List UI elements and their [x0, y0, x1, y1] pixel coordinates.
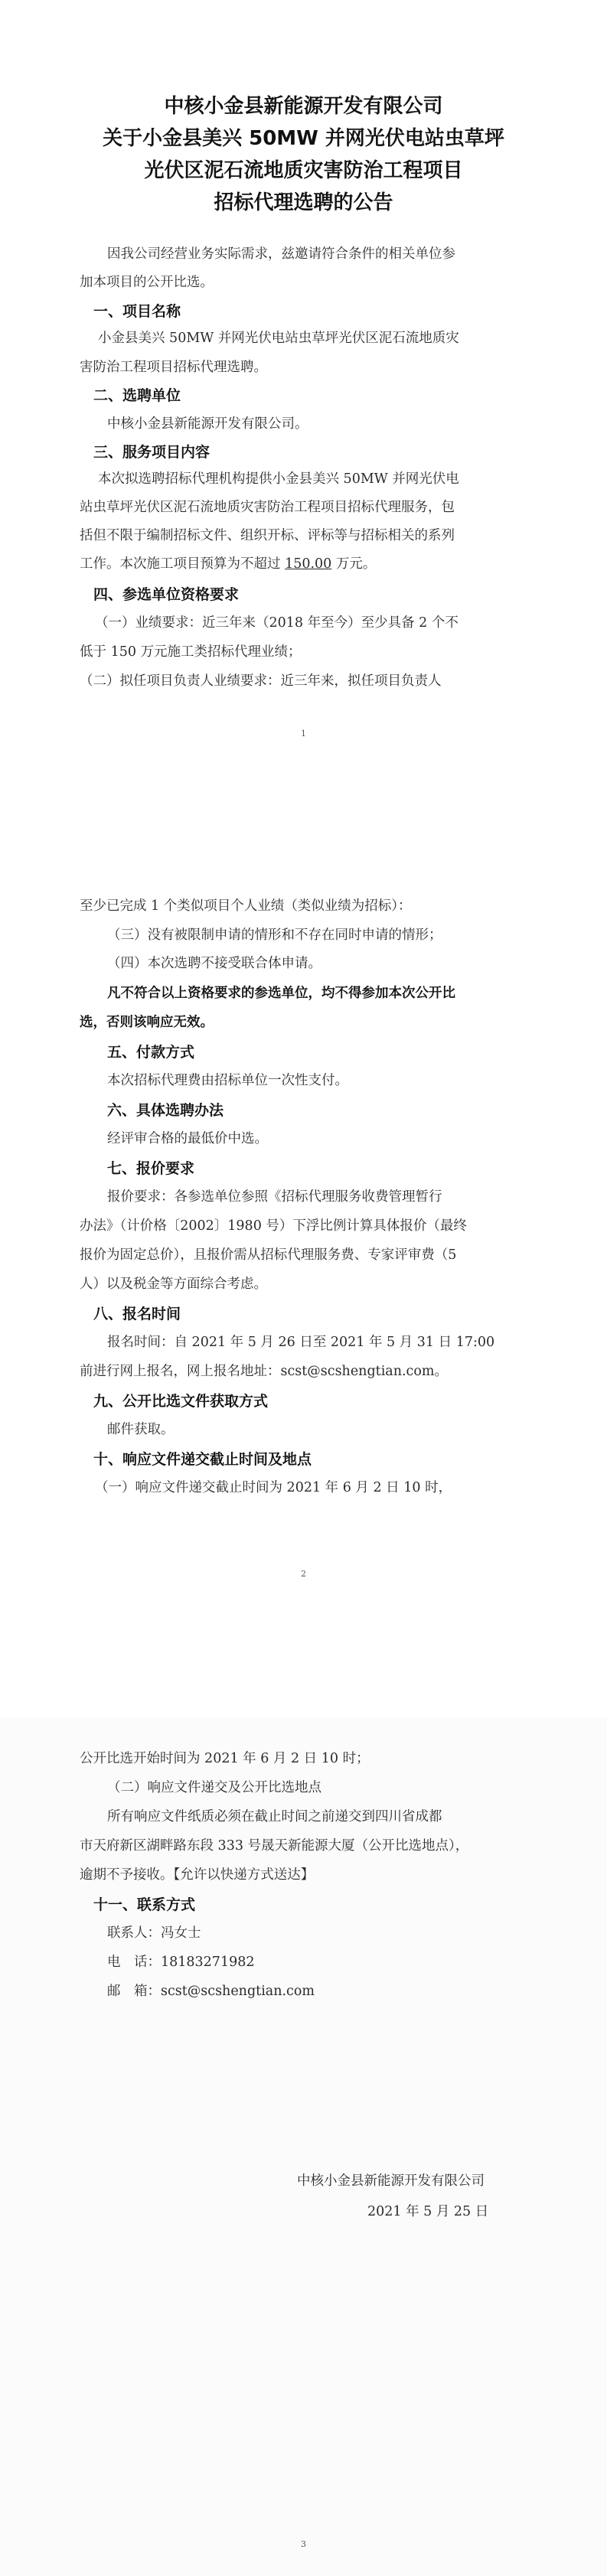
contact-email — [107, 1981, 315, 2000]
section-1-heading: 一、项目名称 — [93, 303, 181, 320]
s7-line-4: 人）以及税金等方面综合考虑。 — [80, 1277, 267, 1292]
budget-amount: 150.00 — [285, 556, 332, 572]
s1-line-1: 小金县美兴 50MW 并网光伏电站虫草坪光伏区泥石流地质灾 — [98, 331, 459, 346]
email-value: scst@scshengtian.com — [161, 1984, 315, 1999]
s10-line-6: 逾期不予接收。【允许以快递方式送达】 — [80, 1867, 315, 1883]
section-6-heading: 六、具体选聘办法 — [107, 1102, 224, 1119]
s4-notice-2: 选，否则该响应无效。 — [80, 1015, 214, 1030]
section-2-heading: 二、选聘单位 — [93, 387, 181, 404]
s5-line-1: 本次招标代理费由招标单位一次性支付。 — [107, 1073, 348, 1088]
s3-line-4 — [80, 553, 376, 572]
s6-line-1: 经评审合格的最低价中选。 — [107, 1131, 268, 1146]
title-line-4: 招标代理选聘的公告 — [214, 191, 393, 214]
section-11-heading: 十一、联系方式 — [93, 1896, 196, 1913]
page-2 — [0, 859, 607, 1717]
signature-company: 中核小金县新能源开发有限公司 — [297, 2173, 485, 2189]
s7-line-3: 报价为固定总价），且报价需从招标代理服务费、专家评审费（5 — [80, 1247, 457, 1263]
s3-line-2: 站虫草坪光伏区泥石流地质灾害防治工程项目招标代理服务，包 — [80, 500, 455, 515]
page-number-3: 3 — [301, 2539, 306, 2549]
page-number-2: 2 — [301, 1569, 306, 1579]
s4-line-3: （二）拟任项目负责人业绩要求：近三年来，拟任项目负责人 — [80, 673, 442, 689]
title-line-2: 关于小金县美兴 50MW 并网光伏电站虫草坪 — [103, 127, 504, 150]
s9-line-1: 邮件获取。 — [107, 1422, 175, 1437]
section-10-heading: 十、响应文件递交截止时间及地点 — [93, 1451, 312, 1468]
page-number-1: 1 — [301, 729, 306, 739]
email-label: 邮 箱： — [107, 1984, 161, 1999]
title-line-1: 中核小金县新能源开发有限公司 — [164, 95, 443, 118]
title-line-3: 光伏区泥石流地质灾害防治工程项目 — [144, 159, 463, 182]
s10-line-4: 所有响应文件纸质必须在截止时间之前递交到四川省成都 — [107, 1809, 442, 1824]
section-7-heading: 七、报价要求 — [107, 1160, 195, 1177]
s10-line-5: 市天府新区湖畔路东段 333 号晟天新能源大厦（公开比选地点）， — [80, 1838, 469, 1854]
s3-line-3: 括但不限于编制招标文件、组织开标、评标等与招标相关的系列 — [80, 528, 455, 543]
contact-value: 冯女士 — [161, 1925, 201, 1941]
contact-label: 联系人： — [107, 1925, 161, 1941]
phone-value: 18183271982 — [161, 1955, 255, 1970]
intro-line-2: 加本项目的公开比选。 — [80, 275, 214, 290]
s8-line-1: 报名时间：自 2021 年 5 月 26 日至 2021 年 5 月 31 日 17:00 — [107, 1335, 495, 1350]
signature-date: 2021 年 5 月 25 日 — [367, 2204, 489, 2219]
s8-line-2: 前进行网上报名，网上报名地址：scst@scshengtian.com。 — [80, 1364, 448, 1379]
s4-line-1: （一）业绩要求：近三年来（2018 年至今）至少具备 2 个不 — [95, 615, 459, 631]
page-3 — [0, 1717, 607, 2576]
budget-prefix: 工作。本次施工项目预算为不超过 — [80, 556, 286, 572]
s7-line-2: 办法》（计价格〔2002〕1980 号）下浮比例计算具体报价（最终 — [80, 1218, 467, 1234]
s2-line-1: 中核小金县新能源开发有限公司。 — [107, 416, 308, 432]
section-8-heading: 八、报名时间 — [93, 1306, 181, 1322]
budget-suffix: 万元。 — [331, 556, 377, 572]
s4-line-4: 至少已完成 1 个类似项目个人业绩（类似业绩为招标）： — [80, 898, 412, 914]
s4-line-5: （三）没有被限制申请的情形和不存在同时申请的情形； — [107, 928, 442, 943]
contact-person — [107, 1922, 201, 1942]
section-3-heading: 三、服务项目内容 — [93, 444, 210, 461]
section-5-heading: 五、付款方式 — [107, 1044, 195, 1061]
s10-line-2: 公开比选开始时间为 2021 年 6 月 2 日 10 时； — [80, 1751, 370, 1766]
section-4-heading: 四、参选单位资格要求 — [93, 586, 240, 603]
s1-line-2: 害防治工程项目招标代理选聘。 — [80, 360, 267, 375]
s7-line-1: 报价要求：各参选单位参照《招标代理服务收费管理暂行 — [107, 1189, 442, 1205]
s4-line-6: （四）本次选聘不接受联合体申请。 — [107, 956, 321, 971]
contact-phone — [107, 1952, 254, 1971]
s4-notice-1: 凡不符合以上资格要求的参选单位，均不得参加本次公开比 — [107, 986, 455, 1001]
section-9-heading: 九、公开比选文件获取方式 — [93, 1393, 269, 1410]
s10-line-3: （二）响应文件递交及公开比选地点 — [107, 1780, 321, 1795]
s4-line-2: 低于 150 万元施工类招标代理业绩； — [80, 644, 302, 660]
s10-line-1: （一）响应文件递交截止时间为 2021 年 6 月 2 日 10 时， — [95, 1480, 452, 1495]
page-1 — [0, 0, 607, 859]
phone-label: 电 话： — [107, 1955, 161, 1970]
intro-line-1: 因我公司经营业务实际需求，兹邀请符合条件的相关单位参 — [107, 246, 455, 262]
s3-line-1: 本次拟选聘招标代理机构提供小金县美兴 50MW 并网光伏电 — [98, 471, 459, 487]
